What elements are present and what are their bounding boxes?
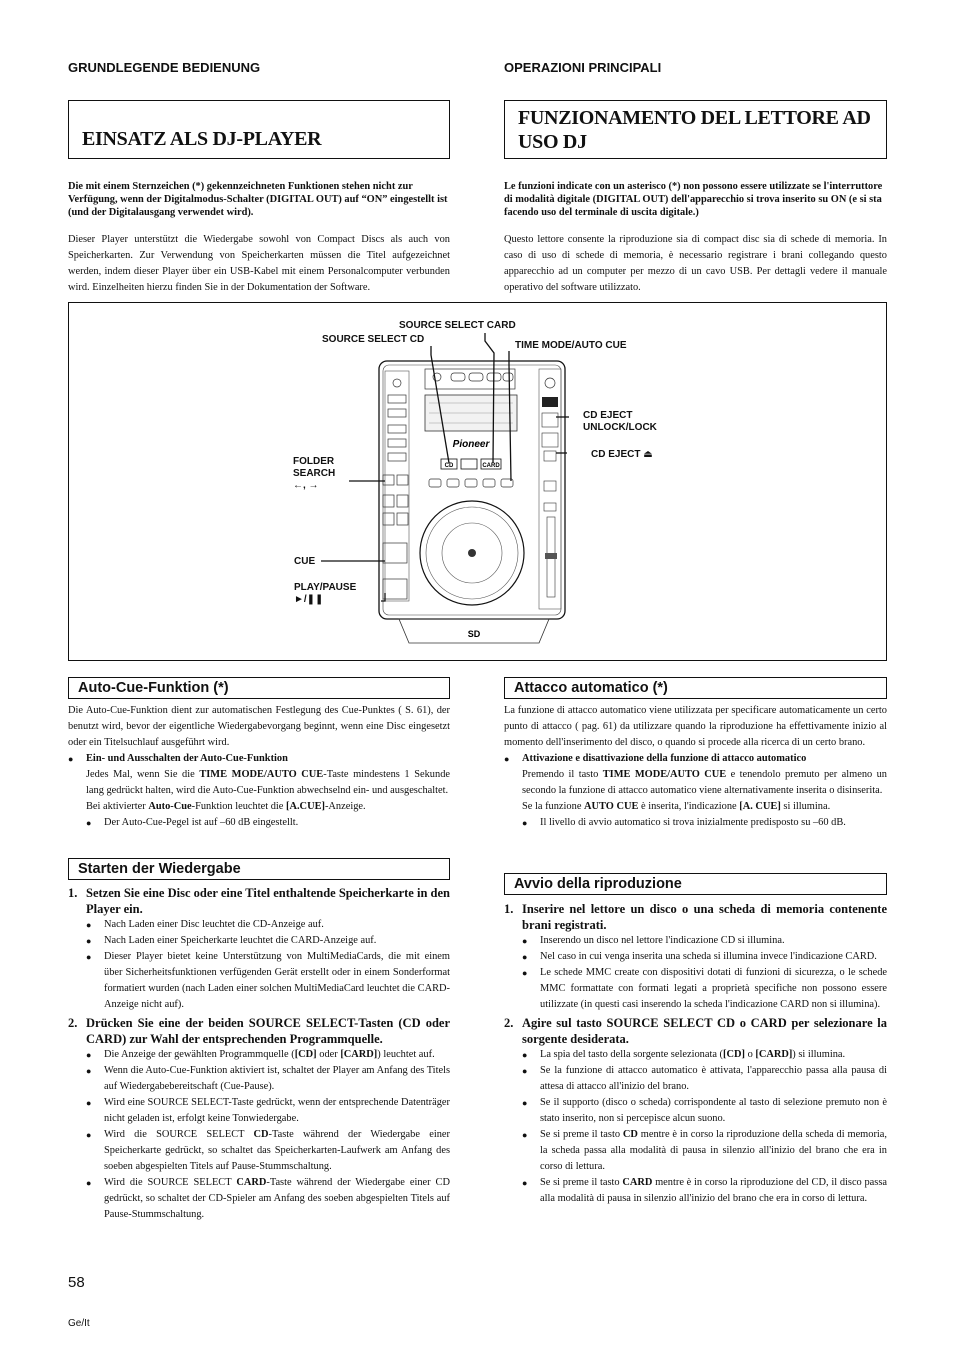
intro-warning-it: Le funzioni indicate con un asterisco (*) non possono essere utilizzate se l'interruttore di modalità digitale (DIGITAL OUT) dell'apparecchio si trova inserito su ON (e si sta facendo uso del terminale di uscita digitale.)	[504, 181, 883, 218]
intro-de	[68, 180, 450, 296]
label-cd-eject-lock: CD EJECT UNLOCK/LOCK	[583, 410, 657, 433]
subhead-autocue-it: Attacco automatico (*)	[504, 677, 887, 699]
page-title-it: FUNZIONAMENTO DEL LETTORE AD USO DJ	[518, 107, 871, 153]
page-title-de: EINSATZ ALS DJ-PLAYER	[82, 128, 322, 150]
language-code: Ge/It	[68, 1318, 90, 1329]
intro-it	[504, 180, 887, 296]
subhead-autocue-de: Auto-Cue-Funktion (*)	[68, 677, 450, 699]
label-folder-search: FOLDER SEARCH ←, →	[293, 456, 336, 491]
device-illustration	[69, 303, 886, 660]
brand-logo: Pioneer	[452, 439, 490, 450]
play-pause-icon: ►/❚❚	[294, 594, 324, 605]
label-cd-eject: CD EJECT ⏏	[591, 449, 653, 460]
label-time-mode: TIME MODE/AUTO CUE	[515, 340, 627, 351]
label-cue: CUE	[294, 556, 316, 567]
subhead-play-it: Avvio della riproduzione	[504, 873, 887, 895]
section-header-it: OPERAZIONI PRINCIPALI	[504, 60, 662, 75]
play-section-it: 1. Inserire nel lettore un disco o una scheda di memoria contenente brani registrati. ● Inserendo un disco nel lettore l'indicazione CD si illumina. ● Nel caso in cui venga inserita una scheda si illumina invece l'indicazione CARD. ● Le schede MMC create con dispositivi dotati di funzioni di sicurezza, o le schede MMC formattate con formati legati a proprietà specifiche non possono essere utilizzate (in questi casi inserendo la scheda l'indicazione CARD non si illumina). 2. Agire sul tasto SOURCE SELECT CD o CARD per selezionare la sorgente desiderata. ● La spia del tasto della sorgente selezionata ([CD] o [CARD]) si illumina. ● Se la funzione di attacco automatico è attivata, l'apparecchio passa alla pausa di attesa di attacco all'inizio del brano. ● Se il supporto (disco o scheda) corrispondente al tasto di selezione premuto non è stato inserito, non si percepisce alcun suono. ● Se si preme il tasto CD mentre è in corso la riproduzione della scheda di memoria, la scheda passa alla modalità di pausa in silenzio all'inizio del brano che era in corso di lettura. ● Se si preme il tasto CARD mentre è in corso la riproduzione del CD, il disco passa alla modalità di pausa in silenzio all'inizio del brano che era in corso di lettura.	[504, 901, 887, 1207]
intro-warning-de: Die mit einem Sternzeichen (*) gekennzeichneten Funktionen stehen nicht zur Verfügung, wenn der Digitalmodus-Schalter (DIGITAL OUT) auf “ON” eingestellt ist (und der Digitalausgang verwendet wird).	[68, 181, 448, 218]
title-box-it	[504, 100, 887, 159]
section-header-de: GRUNDLEGENDE BEDIENUNG	[68, 60, 261, 75]
label-play-pause: PLAY/PAUSE ►/❚❚	[294, 582, 357, 605]
subhead-play-de: Starten der Wiedergabe	[68, 858, 450, 880]
intro-text-it: Questo lettore consente la riproduzione sia di compact disc sia di schede di memoria. In caso di uso di schede di memoria, è necessario registrare i brani collegando questo apparecchio ad un computer per mezzo di un cavo USB. Per dettagli vedere il manuale operativo del software utilizzato.	[504, 234, 887, 293]
label-source-select-cd: SOURCE SELECT CD	[322, 334, 425, 345]
eject-icon: ⏏	[643, 449, 653, 460]
intro-text-de: Dieser Player unterstützt die Wiedergabe sowohl von Compact Discs als auch von Speicherkarten. Zur Verwendung von Speicherkarten müssen die Titel aufgezeichnet werden, indem dieser Player über ein USB-Kabel mit einem Personalcomputer verbunden wird. Einzelheiten hierzu finden Sie in der Dokumentation der Software.	[68, 234, 450, 293]
autocue-section-it: La funzione di attacco automatico viene utilizzata per specificare automaticamente un certo punto di attacco ( pag. 61) da utilizzare quando la riproduzione ha effettivamente inizio al momento dell'inserimento del disco, o quando si procede alla ricerca di un certo brano. ● Attivazione e disattivazione della funzione di attacco automatico Premendo il tasto TIME MODE/AUTO CUE e tenendolo premuto per almeno un secondo la funzione di attacco automatico viene alternativamente inserita o disinserita. Se la funzione AUTO CUE è inserita, l'indicazione [A. CUE] si illumina. ● Il livello di avvio automatico si trova inizialmente predisposto su –60 dB.	[504, 703, 887, 831]
device-figure	[68, 302, 887, 661]
autocue-section-de: Die Auto-Cue-Funktion dient zur automatischen Festlegung des Cue-Punktes ( S. 61), der benutzt wird, bevor der eigentliche Wiedergabevorgang beginnt, wenn eine Disc eingesetzt oder ein Titelsuchlauf ausgeführt wird. ● Ein- und Ausschalten der Auto-Cue-Funktion Jedes Mal, wenn Sie die TIME MODE/AUTO CUE-Taste mindestens 1 Sekunde lang gedrückt halten, wird die Auto-Cue-Funktion abwechselnd ein- und ausgeschaltet. Bei aktivierter Auto-Cue-Funktion leuchtet die [A.CUE]-Anzeige. ● Der Auto-Cue-Pegel ist auf –60 dB eingestellt.	[68, 703, 450, 831]
title-box-de	[68, 100, 450, 159]
play-section-de: 1. Setzen Sie eine Disc oder eine Titel enthaltende Speicherkarte in den Player ein. ● Nach Laden einer Disc leuchtet die CD-Anzeige auf. ● Nach Laden einer Speicherkarte leuchtet die CARD-Anzeige auf. ● Dieser Player bietet keine Unterstützung von MultiMediaCards, die mit einem über Sicherheitsfunktionen verfügenden Gerät erstellt oder in einem Sonderformat formatiert wurden (nach Laden einer solchen MultiMediaCard leuchtet die CARD-Anzeige nicht auf). 2. Drücken Sie eine der beiden SOURCE SELECT-Tasten (CD oder CARD) zur Wahl der entsprechenden Programmquelle. ● Die Anzeige der gewählten Programmquelle ([CD] oder [CARD]) leuchtet auf. ● Wenn die Auto-Cue-Funktion aktiviert ist, schaltet der Player am Anfang des Titels auf Wiedergabebereitschaft (Cue-Pause). ● Wird eine SOURCE SELECT-Taste gedrückt, wenn der entsprechende Datenträger nicht geladen ist, erfolgt keine Tonwiedergabe. ● Wird die SOURCE SELECT CD-Taste während der Wiedergabe einer Speicherkarte gedrückt, so schaltet das Speicherkarten-Laufwerk am Anfang des soeben abgespielten Titels auf Pause-Stummschaltung. ● Wird die SOURCE SELECT CARD-Taste während der Wiedergabe einer CD gedrückt, so schaltet der CD-Spieler am Anfang des soeben abgespielten Titels auf Pause-Stummschaltung.	[68, 885, 450, 1223]
device-card-button: CARD	[482, 463, 500, 469]
device-cd-button: CD	[444, 463, 454, 469]
arrow-left-right-icon: ←, →	[293, 480, 319, 491]
svg-text:SD: SD	[467, 629, 481, 639]
page-number: 58	[68, 1274, 85, 1291]
label-source-select-card: SOURCE SELECT CARD	[399, 320, 516, 331]
